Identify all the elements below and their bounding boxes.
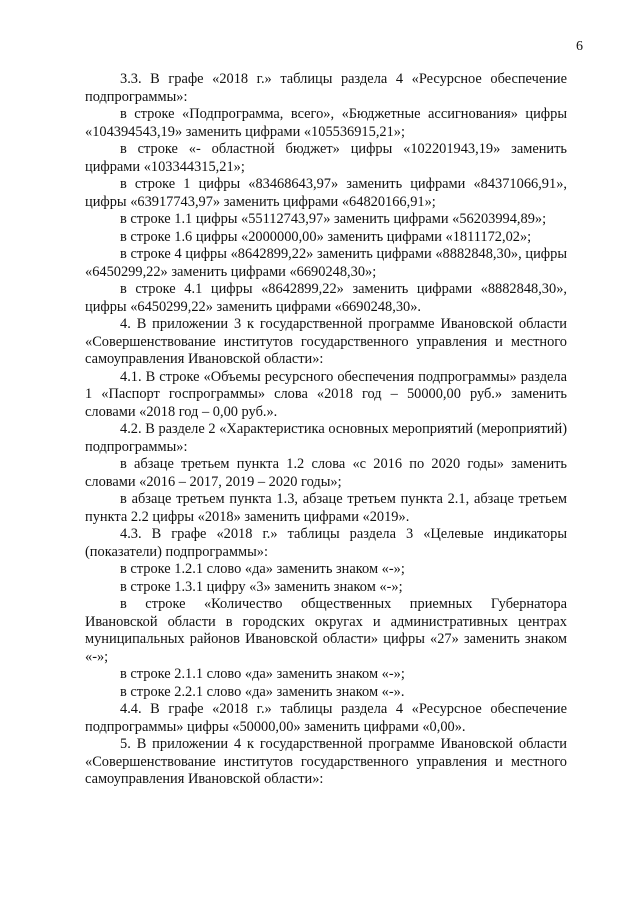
paragraph-line-1-6: в строке 1.6 цифры «2000000,00» заменить цифрами «1811172,02»; — [120, 228, 532, 245]
page-number: 6 — [576, 39, 583, 54]
paragraph-4-2-item-2: в абзаце третьем пункта 1.3, абзаце третьем пункта 2.1, абзаце третьем пункта 2.2 цифры «2018» заменить цифрами «2019». — [85, 491, 567, 525]
paragraph-5: 5. В приложении 4 к государственной программе Ивановской области «Совершенствование институтов государственного управления и местного самоуправления Ивановской области»: — [85, 736, 567, 787]
paragraph-line-1: в строке 1 цифры «83468643,97» заменить цифрами «84371066,91», цифры «63917743,97» заменить цифрами «64820166,91»; — [85, 176, 567, 210]
paragraph-4-4: 4.4. В графе «2018 г.» таблицы раздела 4 «Ресурсное обеспечение подпрограммы» цифры «50000,00» заменить цифрами «0,00». — [85, 701, 567, 735]
paragraph-line-4: в строке 4 цифры «8642899,22» заменить цифрами «8882848,30», цифры «6450299,22» заменить цифрами «6690248,30»; — [85, 246, 567, 280]
paragraph-4-3-line-2-1-1: в строке 2.1.1 слово «да» заменить знаком «-»; — [120, 666, 405, 682]
paragraph-4-2-item-1: в абзаце третьем пункта 1.2 слова «с 2016 по 2020 годы» заменить словами «2016 – 2017, 2019 – 2020 годы»; — [85, 456, 567, 490]
paragraph-line-regional-budget: в строке «- областной бюджет» цифры «102201943,19» заменить цифрами «103344315,21»; — [85, 141, 567, 175]
paragraph-4-2: 4.2. В разделе 2 «Характеристика основных мероприятий (мероприятий) подпрограммы»: — [85, 421, 567, 455]
paragraph-line-1-1: в строке 1.1 цифры «55112743,97» заменить цифрами «56203994,89»; — [120, 211, 547, 227]
paragraph-4: 4. В приложении 3 к государственной программе Ивановской области «Совершенствование институтов государственного управления и местного самоуправления Ивановской области»: — [85, 316, 567, 367]
paragraph-4-3: 4.3. В графе «2018 г.» таблицы раздела 3 «Целевые индикаторы (показатели) подпрограммы»: — [85, 526, 567, 560]
paragraph-4-3-line-1-3-1: в строке 1.3.1 цифру «3» заменить знаком «-»; — [120, 578, 403, 595]
paragraph-4-3-line-2-2-1: в строке 2.2.1 слово «да» заменить знаком «-». — [120, 683, 405, 700]
document-body — [85, 71, 567, 789]
paragraph-4-3-line-reception-offices: в строке «Количество общественных приемных Губернатора Ивановской области в городских округах и административных центрах муниципальных районов Ивановской области» цифры «27» заменить знаком «-»; — [85, 596, 567, 665]
paragraph-line-4-1: в строке 4.1 цифры «8642899,22» заменить цифрами «8882848,30», цифры «6450299,22» заменить цифрами «6690248,30». — [85, 281, 567, 315]
paragraph-3-3: 3.3. В графе «2018 г.» таблицы раздела 4 «Ресурсное обеспечение подпрограммы»: — [85, 71, 567, 105]
paragraph-4-1: 4.1. В строке «Объемы ресурсного обеспечения подпрограммы» раздела 1 «Паспорт госпрограммы» слова «2018 год – 50000,00 руб.» заменить словами «2018 год – 0,00 руб.». — [85, 368, 567, 420]
paragraph-line-subprogram-total: в строке «Подпрограмма, всего», «Бюджетные ассигнования» цифры «104394543,19» заменить цифрами «105536915,21»; — [85, 106, 567, 140]
paragraph-4-3-line-1-2-1: в строке 1.2.1 слово «да» заменить знаком «-»; — [120, 561, 405, 577]
